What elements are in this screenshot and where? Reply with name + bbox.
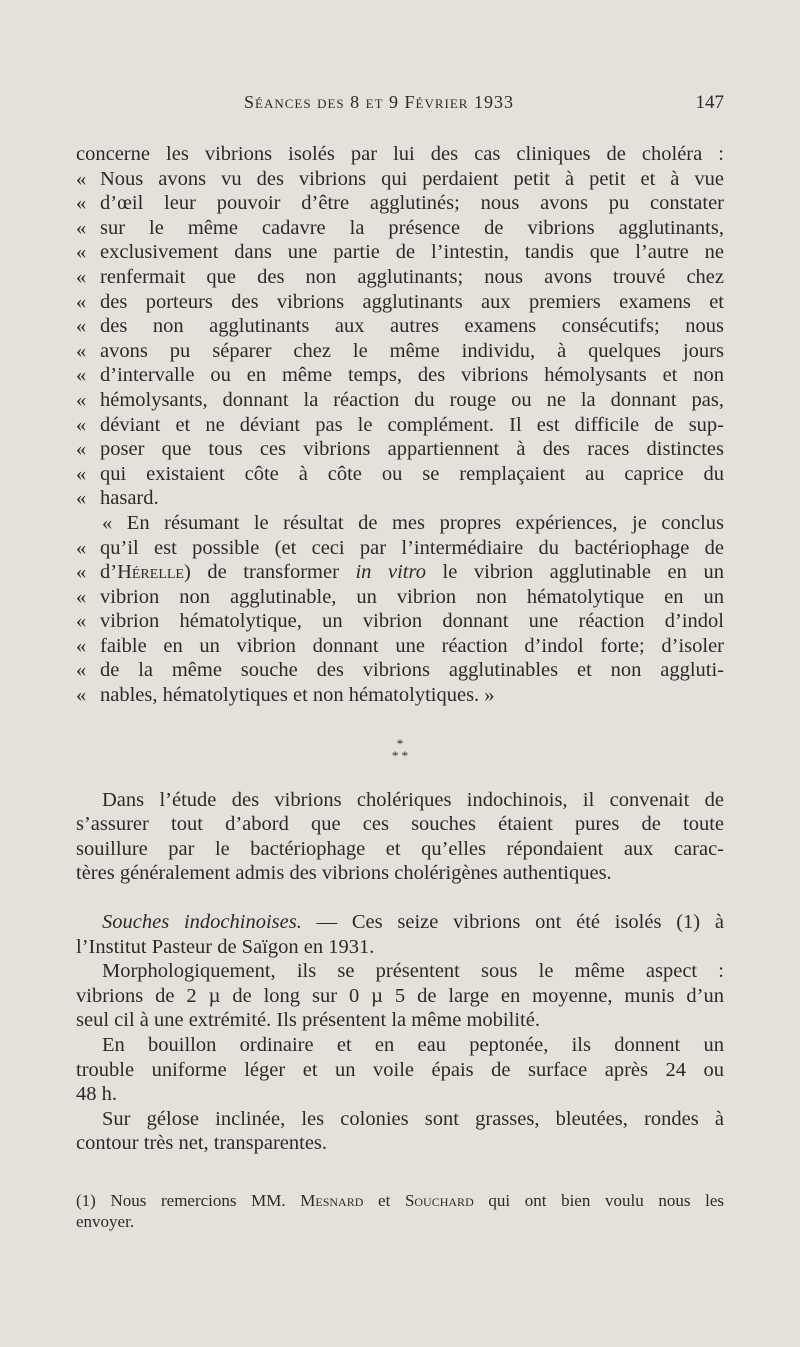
text-line — [76, 339, 724, 364]
line-text: vibrion hématolytique, un vibrion donnant une réaction d’indol — [100, 610, 724, 633]
line-text: En bouillon ordinaire et en eau peptonée, ils donnent un — [102, 1034, 724, 1056]
quote-mark: « — [76, 167, 87, 190]
text-line — [76, 1107, 724, 1132]
text-line — [76, 560, 724, 585]
text-line — [76, 167, 724, 192]
paragraph-bouillon — [76, 1033, 724, 1107]
text-line — [76, 486, 724, 511]
quote-mark: « — [76, 241, 87, 264]
text-line: tères généralement admis des vibrions cholérigènes authentiques. — [76, 862, 612, 885]
quote-mark: « — [76, 610, 87, 633]
quote-mark: « — [76, 585, 87, 608]
text-line — [76, 536, 724, 561]
text-line — [76, 910, 724, 935]
text-line — [76, 437, 724, 462]
quote-mark: « — [76, 438, 87, 461]
text-line — [76, 658, 724, 683]
text-line: 48 h. — [76, 1083, 117, 1106]
line-text: Nous avons vu des vibrions qui perdaient petit à petit et à vue — [100, 167, 724, 190]
line-text — [100, 561, 724, 583]
line-text: sur le même cadavre la présence de vibrions agglutinants, — [100, 216, 724, 239]
text-line — [76, 634, 724, 659]
paragraph-souches — [76, 910, 724, 959]
text-line — [76, 462, 724, 487]
quote-mark: « — [76, 265, 87, 288]
text-run: d’ — [100, 561, 118, 584]
text-run: le vibrion agglutinable en un — [425, 561, 724, 584]
person-name: Souchard — [404, 1191, 474, 1210]
text-line: contour très net, transparentes. — [76, 1132, 328, 1155]
quote-block-1 — [76, 142, 724, 511]
text-line — [76, 240, 724, 265]
line-text: faible en un vibrion donnant une réaction d’indol forte; d’isoler — [100, 634, 724, 657]
text-line — [76, 265, 724, 290]
quote-mark: « — [76, 536, 87, 559]
text-line — [76, 413, 724, 438]
text-line: concerne les vibrions isolés par lui des cas cliniques de choléra : — [76, 143, 724, 165]
quote-mark: « — [76, 413, 87, 436]
quote-mark: « — [76, 290, 87, 313]
text-line: trouble uniforme léger et un voile épais de surface après 24 ou — [76, 1058, 724, 1081]
line-text: nables, hématolytiques et non hématolytiques. » — [100, 684, 495, 707]
text-line — [76, 609, 724, 634]
quote-mark: « — [76, 192, 87, 215]
line-text: d’œil leur pouvoir d’être agglutinés; nous avons pu constater — [100, 192, 724, 215]
text-line — [76, 216, 724, 241]
text-line — [76, 585, 724, 610]
person-name: Mesnard — [300, 1191, 364, 1210]
line-text: « En résumant le résultat de mes propres expériences, je conclus — [102, 511, 724, 534]
quote-mark: « — [76, 364, 87, 387]
text-line — [76, 788, 724, 813]
quote-block-2 — [76, 511, 724, 708]
line-text: exclusivement dans une partie de l’intestin, tandis que l’autre ne — [100, 241, 724, 264]
text-line: souillure par le bactériophage et qu’elles répondaient aux carac- — [76, 837, 724, 860]
asterism-top: * — [396, 735, 404, 751]
text-line: l’Institut Pasteur de Saïgon en 1931. — [76, 935, 375, 958]
text-line — [76, 511, 724, 536]
quote-mark: « — [76, 388, 87, 411]
page-number: 147 — [695, 92, 724, 113]
page-header — [76, 92, 724, 122]
text-line: seul cil à une extrémité. Ils présentent la même mobilité. — [76, 1009, 540, 1032]
line-text: hémolysants, donnant la réaction du rouge ou ne la donnant pas, — [100, 388, 724, 411]
line-text: hasard. — [100, 487, 159, 510]
line-text: des porteurs des vibrions agglutinants aux premiers examens et — [100, 290, 724, 313]
quote-mark: « — [76, 216, 87, 239]
quote-mark: « — [76, 487, 87, 510]
line-text: Dans l’étude des vibrions cholériques indochinois, il convenait de — [102, 788, 724, 811]
footnote-line — [76, 1190, 724, 1211]
italic-term: in vitro — [355, 561, 426, 584]
text-line — [76, 290, 724, 315]
line-text: de la même souche des vibrions agglutinables et non aggluti- — [100, 659, 724, 682]
text-run: ) de transformer — [183, 561, 356, 584]
footnote-line: envoyer. — [76, 1212, 135, 1231]
text-run: (1) Nous remercions MM. — [76, 1191, 301, 1210]
line-text: d’intervalle ou en même temps, des vibrions hémolysants et non — [100, 364, 724, 387]
paragraph-gelose — [76, 1107, 724, 1156]
quote-mark: « — [76, 634, 87, 657]
text-line — [76, 314, 724, 339]
quote-mark: « — [76, 659, 87, 682]
page-body — [76, 142, 724, 1156]
text-line: vibrions de 2 µ de long sur 0 µ 5 de large en moyenne, munis d’un — [76, 984, 724, 1007]
line-text: Sur gélose inclinée, les colonies sont grasses, bleutées, rondes à — [102, 1107, 724, 1130]
text-run: et — [363, 1191, 405, 1210]
line-text: qui existaient côte à côte ou se remplaçaient au caprice du — [100, 462, 724, 485]
line-text: avons pu séparer chez le même individu, à quelques jours — [100, 339, 724, 362]
paragraph-morphologie — [76, 959, 724, 1033]
quote-mark: « — [76, 561, 87, 584]
text-line — [76, 363, 724, 388]
asterism-bottom: * * — [391, 747, 409, 763]
quote-mark: « — [76, 315, 87, 338]
text-line — [76, 1033, 724, 1058]
quote-mark: « — [76, 339, 87, 362]
text-line: s’assurer tout d’abord que ces souches étaient pures de toute — [76, 813, 724, 836]
line-text: — Ces seize vibrions ont été isolés (1) à — [301, 911, 725, 934]
running-title: Séances des 8 et 9 Février 1933 — [244, 92, 514, 112]
section-asterism — [76, 735, 724, 763]
line-text: déviant et ne déviant pas le complément. Il est difficile de sup- — [100, 413, 724, 436]
line-text: renfermait que des non agglutinants; nous avons trouvé chez — [100, 265, 724, 288]
section-heading: Souches indochinoises. — [102, 911, 302, 934]
line-text: poser que tous ces vibrions appartiennent à des races distinctes — [100, 438, 724, 461]
paragraph-intro — [76, 788, 724, 886]
line-text: qu’il est possible (et ceci par l’intermédiaire du bactériophage de — [100, 536, 724, 559]
footnote — [76, 1190, 724, 1232]
line-text: vibrion non agglutinable, un vibrion non hématolytique en un — [100, 585, 724, 608]
text-line — [76, 959, 724, 984]
quote-mark: « — [76, 462, 87, 485]
text-line — [76, 191, 724, 216]
text-line — [76, 683, 724, 708]
line-text: Morphologiquement, ils se présentent sous le même aspect : — [102, 960, 724, 983]
text-run: qui ont bien voulu nous les — [473, 1191, 724, 1210]
author-name: Hérelle — [117, 561, 184, 584]
line-text: des non agglutinants aux autres examens consécutifs; nous — [100, 315, 724, 338]
text-line — [76, 388, 724, 413]
quote-mark: « — [76, 684, 87, 707]
